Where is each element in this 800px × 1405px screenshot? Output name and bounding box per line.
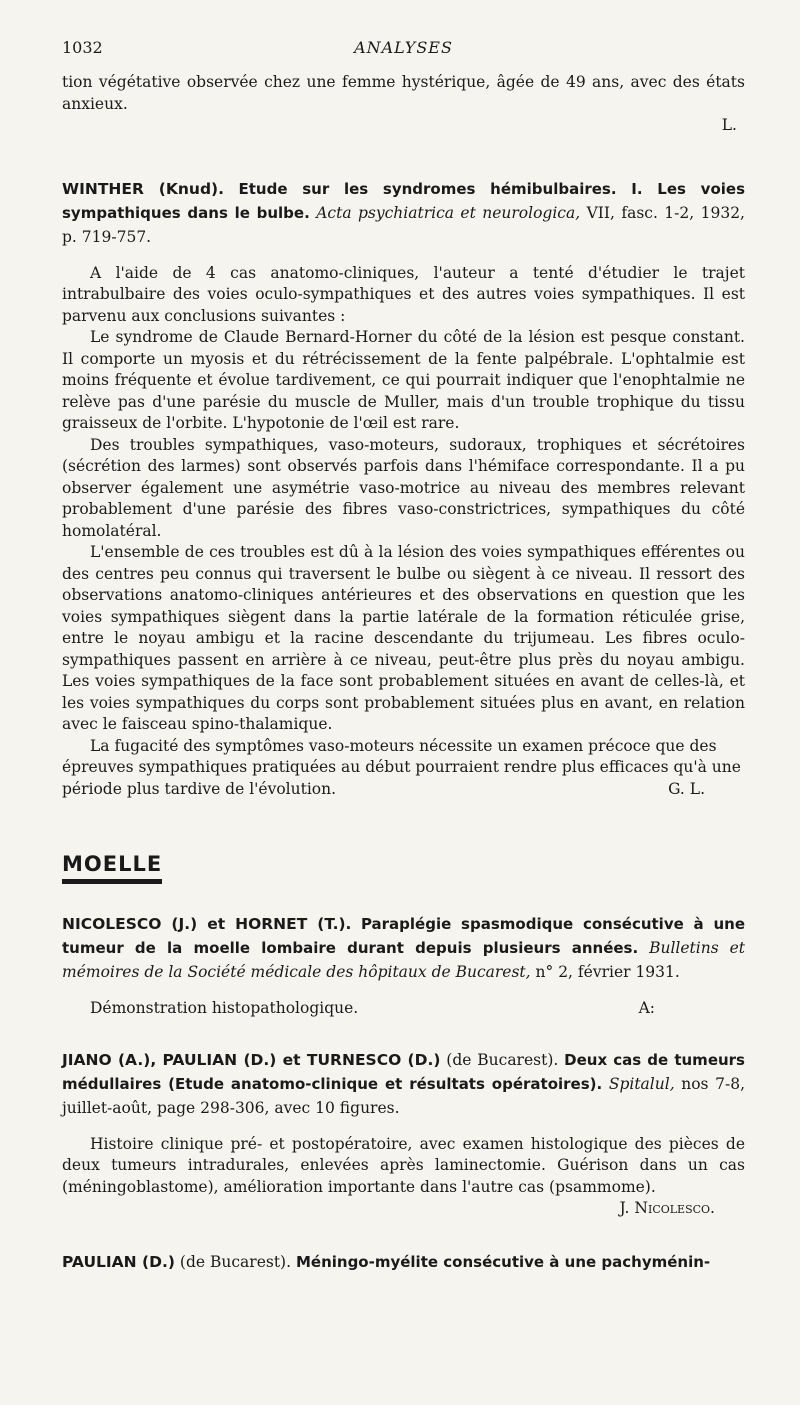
- entry-author: JIANO (A.), PAULIAN (D.) et TURNESCO (D.): [62, 1050, 441, 1069]
- entry-origin: (de Bucarest).: [179, 1252, 292, 1271]
- abstract-entry-winther: [62, 177, 745, 801]
- entry-citation: [62, 1250, 745, 1274]
- abstract-entry-paulian: [62, 1250, 745, 1274]
- abstract-entry-jiano: [62, 1048, 745, 1220]
- journal-title: ANALYSES: [354, 38, 453, 57]
- abstract-entry-nicolesco: [62, 912, 745, 1020]
- entry-paragraph: Le syndrome de Claude Bernard-Horner du côté de la lésion est pesque constant. Il comporte un myosis et du rétrécissement de la fente palpébrale. L'ophtalmie est moins fréquente et évolue tardivement, ce qui pourrait indiquer que l'enophtalmie ne relève pas d'une parésie du muscle de Muller, mais d'un trouble trophique du tissu graisseux de l'orbite. L'hypotonie de l'œil est rare.: [62, 328, 745, 432]
- entry-text: Démonstration histopathologique.: [90, 999, 359, 1017]
- continuation-signature: L.: [721, 116, 737, 134]
- entry-signature: J. Nicolesco.: [619, 1199, 715, 1217]
- entry-signature: A:: [638, 999, 655, 1017]
- section-heading: [62, 852, 162, 884]
- entry-author: NICOLESCO (J.) et HORNET (T.).: [62, 915, 352, 933]
- entry-source: Spitalul,: [608, 1074, 675, 1093]
- entry-citation: [62, 1048, 745, 1120]
- entry-paragraph: Des troubles sympathiques, vaso-moteurs, sudoraux, trophiques et sécrétoires (sécrétion des larmes) sont observés parfois dans l'hémiface correspondante. Il a pu observer également une asymétrie vaso-motrice au niveau des membres relevant probablement d'une parésie des fibres vaso-constrictrices, sympathiques du côté homolatéral.: [62, 435, 745, 540]
- page-number: 1032: [62, 38, 103, 57]
- continuation-text: tion végétative observée chez une femme hystérique, âgée de 49 ans, avec des états anxieux.: [62, 73, 745, 113]
- entry-source: Bulletins et mémoires de la Société médicale des hôpitaux de Bucarest,: [62, 939, 745, 981]
- entry-signature: G. L.: [668, 779, 705, 798]
- entry-details: nos 7-8, juillet-août, page 298-306, avec 10 figures.: [62, 1074, 745, 1117]
- entry-author: WINTHER (Knud).: [62, 179, 225, 198]
- entry-title: Deux cas de tumeurs médullaires (Etude anatomo-clinique et résultats opératoires).: [62, 1050, 745, 1093]
- running-header: [62, 38, 745, 60]
- entry-source: Acta psychiatrica et neurologica,: [316, 203, 581, 222]
- entry-paragraph: A l'aide de 4 cas anatomo-cliniques, l'auteur a tenté d'étudier le trajet intrabulbaire des voies oculo-sympathiques et des autres voies sympathiques. Il est parvenu aux conclusions suivantes :: [62, 263, 745, 325]
- entry-title: Etude sur les syndromes hémibulbaires. I. Les voies sympathiques dans le bulbe.: [62, 179, 745, 222]
- entry-details: n° 2, février 1931.: [535, 963, 680, 981]
- entry-paragraph: L'ensemble de ces troubles est dû à la lésion des voies sympathiques efférentes ou des centres peu connus qui traversent le bulbe ou siègent à ce niveau. Il ressort des observations anatomo-cliniques antérieures et des observations en question que les voies sympathiques siègent dans la partie latérale de la formation réticulée grise, entre le noyau ambigu et la racine descendante du trijumeau. Les fibres oculo-sympathiques passent en arrière à ce niveau, peut-être plus près du noyau ambigu. Les voies sympathiques de la face sont probablement situées en avant de celles-là, et les voies sympathiques du corps sont probablement situées plus en avant, en relation avec le faisceau spino-thalamique.: [62, 543, 745, 733]
- entry-body: [62, 998, 745, 1020]
- entry-paragraph-text: La fugacité des symptômes vaso-moteurs nécessite un examen précoce que des épreuves sympathiques pratiquées au début pourraient rendre plus efficaces qu'à une période plus tardive de l'évolution.: [62, 736, 741, 798]
- entry-citation: [62, 912, 745, 984]
- entry-origin: (de Bucarest).: [446, 1050, 559, 1069]
- entry-author: PAULIAN (D.): [62, 1252, 175, 1271]
- entry-citation: [62, 177, 745, 249]
- entry-title: Paraplégie spasmodique consécutive à une tumeur de la moelle lombaire durant depuis plusieurs années.: [62, 915, 745, 957]
- entry-details: VII, fasc. 1-2, 1932, p. 719-757.: [62, 203, 745, 246]
- page-content: [62, 72, 745, 1288]
- entry-paragraph: [62, 736, 745, 801]
- entry-text: Histoire clinique pré- et postopératoire, avec examen histologique des pièces de deux tumeurs intradurales, enlevées après laminectomie. Guérison dans un cas (méningoblastome), amélioration importante dans l'autre cas (psammome).: [62, 1134, 745, 1196]
- section-heading-text: MOELLE: [62, 852, 162, 884]
- entry-title: Méningo-myélite consécutive à une pachyménin-: [295, 1252, 711, 1271]
